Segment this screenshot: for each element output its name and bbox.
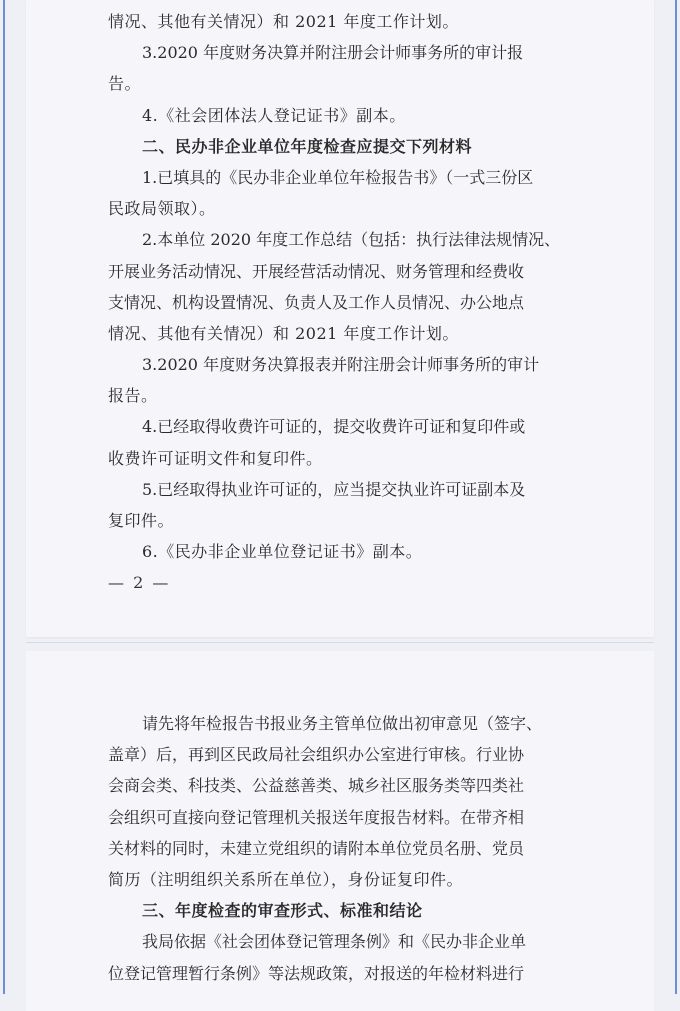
text-line: 5.已经取得执业许可证的，应当提交执业许可证副本及 <box>142 479 526 499</box>
page-separator <box>26 642 654 643</box>
text-line: 3.2020 年度财务决算并附注册会计师事务所的审计报 <box>142 43 524 63</box>
page-text-block <box>108 708 578 989</box>
text-line: 3.2020 年度财务决算报表并附注册会计师事务所的审计 <box>142 355 540 375</box>
page-text-block <box>108 6 578 599</box>
text-line: 复印件。 <box>108 511 175 530</box>
section-heading: 三、年度检查的审查形式、标准和结论 <box>142 901 423 921</box>
text-line: 位登记管理暂行条例》等法规政策，对报送的年检材料进行 <box>108 963 525 983</box>
text-line: 会商会类、科技类、公益慈善类、城乡社区服务类等四类社 <box>108 776 525 796</box>
text-line: 盖章）后，再到区民政局社会组织办公室进行审核。行业协 <box>108 745 525 765</box>
text-line: 情况、其他有关情况）和 2021 年度工作计划。 <box>108 12 459 31</box>
text-line: 2.本单位 2020 年度工作总结（包括：执行法律法规情况、 <box>142 230 561 250</box>
text-line: 告。 <box>108 74 142 94</box>
document-page-3 <box>26 651 654 1011</box>
text-line: 会组织可直接向登记管理机关报送年度报告材料。在带齐相 <box>108 807 525 827</box>
section-heading: 二、民办非企业单位年度检查应提交下列材料 <box>142 136 473 156</box>
text-line: 情况、其他有关情况）和 2021 年度工作计划。 <box>108 323 459 343</box>
text-line: 4.《社会团体法人登记证书》副本。 <box>142 105 406 125</box>
text-line: 我局依据《社会团体登记管理条例》和《民办非企业单 <box>142 932 527 952</box>
text-line: 报告。 <box>108 386 158 406</box>
text-line: 6.《民办非企业单位登记证书》副本。 <box>142 542 423 562</box>
left-border-line <box>3 0 5 994</box>
text-line: 1.已填具的《民办非企业单位年检报告书》（一式三份区 <box>142 167 534 187</box>
document-page-2 <box>26 0 654 637</box>
right-border-line <box>675 0 677 994</box>
text-line: 民政局领取）。 <box>108 199 216 219</box>
text-line: 开展业务活动情况、开展经营活动情况、财务管理和经费收 <box>108 261 525 281</box>
text-line: 关材料的同时，未建立党组织的请附本单位党员名册、党员 <box>108 838 525 858</box>
text-line: 支情况、机构设置情况、负责人及工作人员情况、办公地点 <box>108 292 525 312</box>
page-number: — 2 — <box>108 573 171 593</box>
text-line: 收费许可证明文件和复印件。 <box>108 448 323 468</box>
text-line: 简历（注明组织关系所在单位），身份证复印件。 <box>108 869 464 889</box>
text-line: 请先将年检报告书报业务主管单位做出初审意见（签字、 <box>142 714 543 733</box>
text-line: 4.已经取得收费许可证的，提交收费许可证和复印件或 <box>142 417 526 437</box>
